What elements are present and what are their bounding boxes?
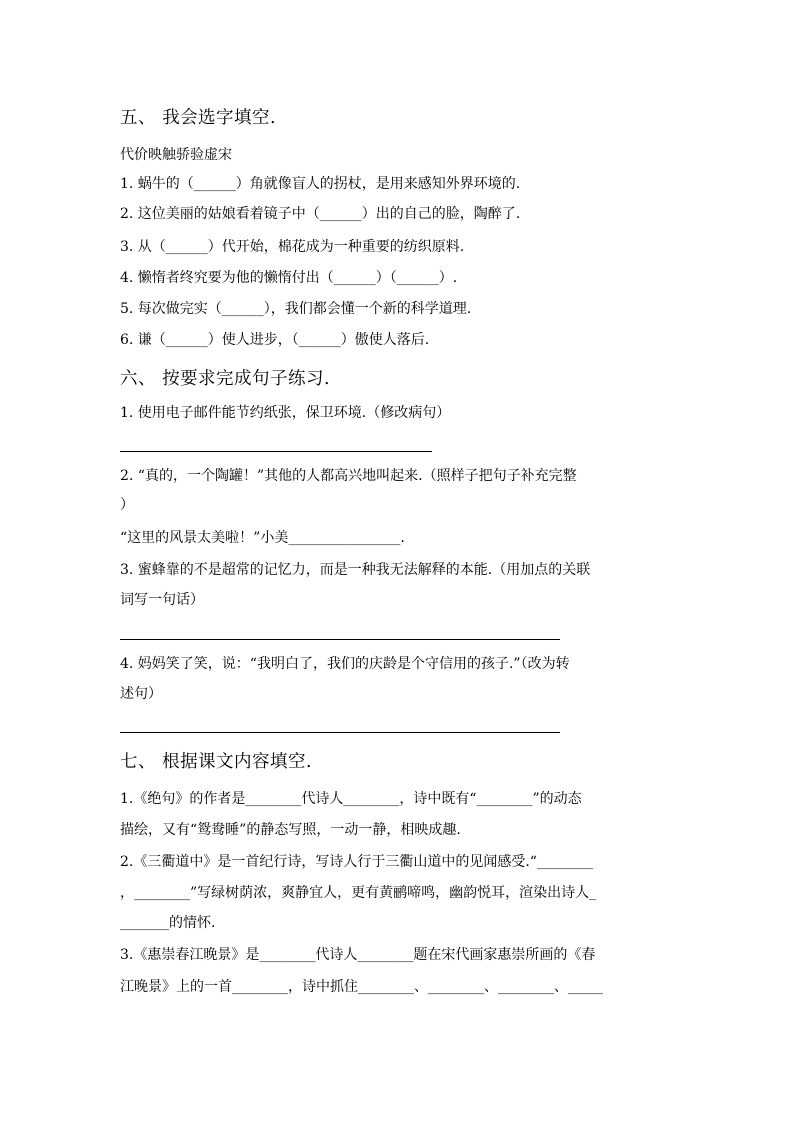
fill-item: 3. 从（______）代开始，棉花成为一种重要的纺织原料.	[120, 239, 465, 255]
fill-line: 江晚景》上的一首________，诗中抓住________、________、________、_____	[120, 979, 603, 995]
question-1: 1. 使用电子邮件能节约纸张，保卫环境.（修改病句）	[120, 405, 451, 421]
answer-line	[120, 732, 560, 733]
question-3-line-2: 词写一句话）	[120, 592, 204, 608]
fill-line: 3.《惠崇春江晚景》是________代诗人________题在宋代画家惠崇所画的《春	[120, 947, 596, 963]
fill-line: 2.《三衢道中》是一首纪行诗，写诗人行于三衢山道中的见闻感受.“________	[120, 854, 593, 870]
word-bank: 代价映触骄验虚宋	[120, 147, 232, 163]
fill-line: 描绘，又有“鸳鸯睡”的静态写照，一动一静，相映成趣.	[120, 822, 461, 838]
fill-item: 4. 懒惰者终究要为他的懒惰付出（______）（______）.	[120, 270, 458, 286]
question-3-line-1: 3. 蜜蜂靠的不是超常的记忆力，而是一种我无法解释的本能.（用加点的关联	[120, 562, 591, 578]
question-4-line-2: 述句）	[120, 686, 162, 702]
fill-item: 5. 每次做完实（______），我们都会懂一个新的科学道理.	[120, 301, 472, 317]
fill-item: 2. 这位美丽的姑娘看着镜子中（______）出的自己的脸，陶醉了.	[120, 206, 521, 222]
fill-line: 1.《绝句》的作者是________代诗人________，诗中既有“________”的动态	[120, 791, 582, 807]
fill-item: 1. 蜗牛的（______）角就像盲人的拐杖，是用来感知外界环境的.	[120, 176, 521, 192]
answer-line	[120, 451, 432, 452]
section-6-heading: 六、 按要求完成句子练习.	[120, 369, 331, 389]
section-5-heading: 五、 我会选字填空.	[120, 108, 277, 128]
fill-line: _______的情怀.	[120, 915, 216, 931]
question-4-line-1: 4. 妈妈笑了笑，说：“我明白了，我们的庆龄是个守信用的孩子.”（改为转	[120, 656, 570, 672]
fill-line: ，________”写绿树荫浓，爽静宜人，更有黄鹂啼鸣，幽韵悦耳，渲染出诗人_	[120, 885, 597, 901]
question-2-example: “这里的风景太美啦！”小美________________.	[120, 530, 405, 546]
fill-item: 6. 谦（______）使人进步，（______）傲使人落后.	[120, 332, 430, 348]
question-2-line-2: ）	[120, 497, 134, 513]
question-2-line-1: 2. “真的，一个陶罐！”其他的人都高兴地叫起来.（照样子把句子补充完整	[120, 468, 577, 484]
section-7-heading: 七、 根据课文内容填空.	[120, 752, 313, 772]
answer-line	[120, 639, 560, 640]
